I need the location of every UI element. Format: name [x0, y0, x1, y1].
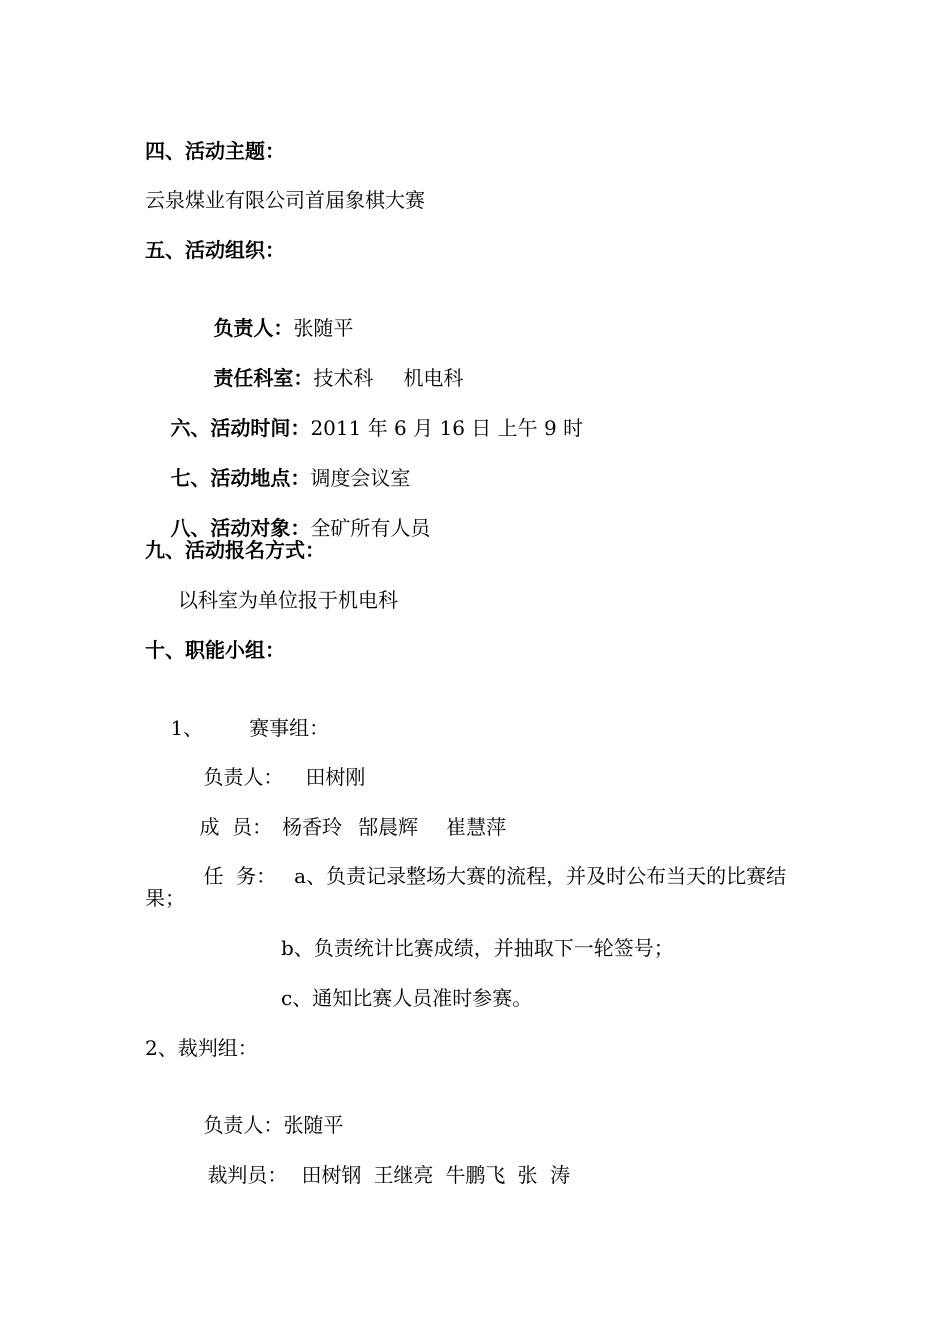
section-7-value: 调度会议室: [310, 466, 411, 490]
section-6-heading: 六、活动时间：: [170, 416, 311, 440]
leader-label: 负责人：: [213, 316, 294, 340]
section-8-value: 全矿所有人员: [310, 516, 431, 540]
group-1-member-2: 郜晨辉: [358, 815, 419, 839]
section-10-heading: 十、职能小组：: [145, 638, 285, 662]
group-1-task-a-continued: 果；: [145, 886, 185, 910]
section-4-heading: 四、活动主题：: [145, 139, 285, 163]
group-2-leader-label: 负责人：: [203, 1113, 284, 1137]
group-1-member-1: 杨香玲: [282, 815, 343, 839]
group-2-leader-value: 张随平: [283, 1113, 344, 1137]
dept-label: 责任科室：: [213, 366, 314, 390]
group-1-leader-label: 负责人：: [203, 765, 284, 789]
group-1-leader-value: 田树刚: [305, 765, 366, 789]
group-2-referee-3: 牛鹏飞: [445, 1163, 506, 1187]
section-5-heading: 五、活动组织：: [145, 238, 285, 262]
section-7-heading: 七、活动地点：: [170, 466, 311, 490]
group-1-number: 1、: [170, 716, 204, 740]
group-1-task-label: 任 务：: [203, 864, 277, 888]
leader-value: 张随平: [293, 316, 354, 340]
group-1-task-row: [178, 834, 786, 918]
group-1-task-a: a、负责记录整场大赛的流程，并及时公布当天的比赛结: [294, 864, 787, 888]
group-2-referee-row: [182, 1133, 570, 1217]
group-2-referee-label: 裁判员：: [207, 1163, 288, 1187]
group-1-task-c: c、通知比赛人员准时参赛。: [281, 986, 533, 1010]
group-1-task-b: b、负责统计比赛成绩，并抽取下一轮签号；: [281, 936, 674, 960]
section-9-text: 以科室为单位报于机电科: [178, 588, 398, 612]
group-1-members-label: 成 员：: [199, 815, 273, 839]
group-2-referee-1: 田树钢: [301, 1163, 362, 1187]
group-1-name: 赛事组：: [249, 716, 330, 740]
section-6-value: 2011 年 6 月 16 日 上午 9 时: [310, 416, 584, 440]
section-4-text: 云泉煤业有限公司首届象棋大赛: [145, 188, 425, 212]
section-9-heading: 九、活动报名方式：: [145, 538, 325, 562]
dept-2: 机电科: [403, 366, 464, 390]
group-2-referee-2: 王继亮: [373, 1163, 434, 1187]
dept-1: 技术科: [313, 366, 374, 390]
group-2-referee-4: 张 涛: [517, 1163, 571, 1187]
group-1-member-3: 崔慧萍: [446, 815, 507, 839]
section-8-heading: 八、活动对象：: [170, 516, 311, 540]
group-2-heading: 2、裁判组：: [145, 1036, 258, 1060]
